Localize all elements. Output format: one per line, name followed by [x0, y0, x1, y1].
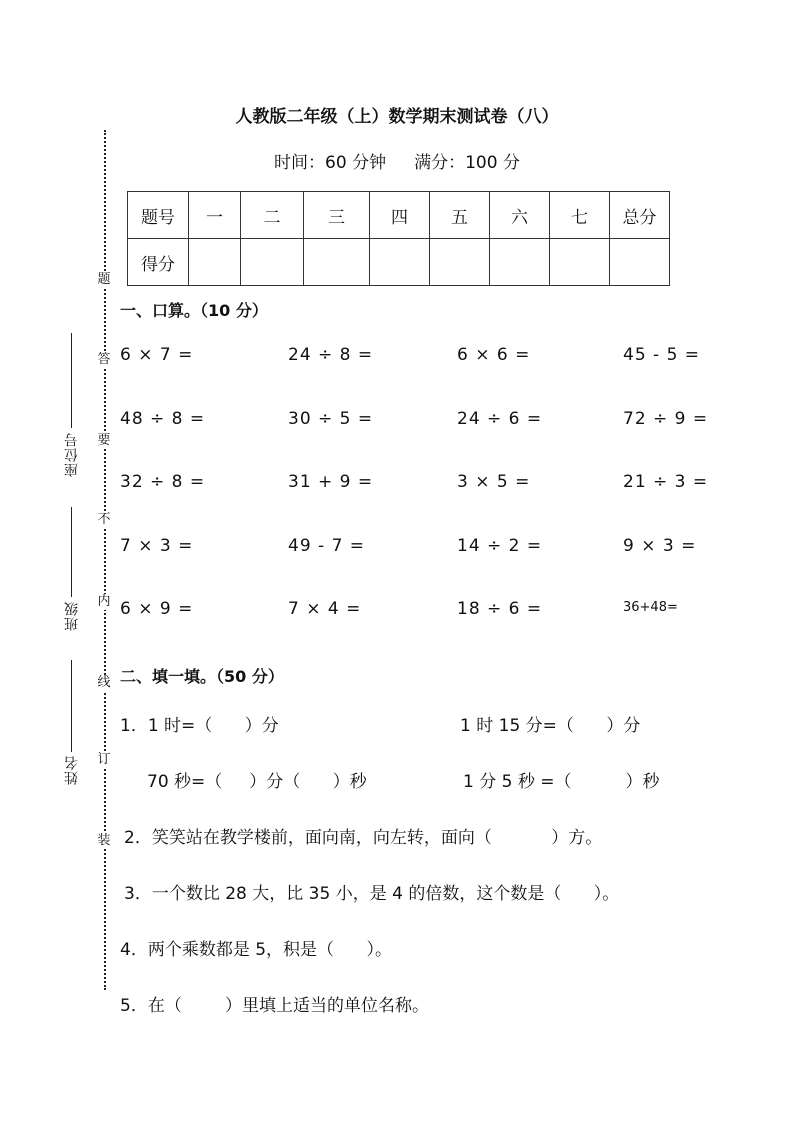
calc-item: 18 ÷ 6 = — [457, 599, 543, 619]
score-table-header: 二 — [241, 192, 304, 239]
binding-char: 要 — [97, 433, 111, 448]
calc-item: 6 × 6 = — [457, 345, 531, 365]
score-table — [127, 191, 670, 286]
score-table-header: 总分 — [610, 192, 670, 239]
calc-item: 30 ÷ 5 = — [288, 409, 374, 429]
score-cell[interactable] — [189, 239, 241, 286]
calc-item: 32 ÷ 8 = — [120, 472, 206, 492]
score-table-header: 题号 — [128, 192, 189, 239]
binding-char: 题 — [97, 272, 111, 287]
exam-full-score: 满分：100 分 — [414, 153, 520, 173]
binding-char: 装 — [97, 833, 111, 848]
score-table-header-row — [128, 192, 670, 239]
score-cell[interactable] — [490, 239, 550, 286]
calc-item: 31 + 9 = — [288, 472, 374, 492]
score-cell[interactable] — [370, 239, 430, 286]
calc-item: 7 × 4 = — [288, 599, 362, 619]
score-cell[interactable] — [241, 239, 304, 286]
binding-dotted-line — [104, 130, 106, 990]
question-5: 5．在（ ）里填上适当的单位名称。 — [120, 996, 430, 1016]
exam-info — [0, 148, 794, 173]
score-cell[interactable] — [550, 239, 610, 286]
exam-time: 时间：60 分钟 — [274, 153, 387, 173]
question-1b: 1 时 15 分=（ ）分 — [460, 716, 641, 736]
calc-item: 6 × 9 = — [120, 599, 194, 619]
binding-char: 订 — [97, 752, 111, 767]
question-3: 3．一个数比 28 大，比 35 小，是 4 的倍数，这个数是（ ）。 — [124, 884, 620, 904]
name-label: 姓名 — [64, 755, 80, 785]
binding-char: 不 — [97, 512, 111, 527]
calc-item: 45 - 5 = — [623, 345, 701, 365]
score-cell[interactable] — [610, 239, 670, 286]
calc-item: 9 × 3 = — [623, 536, 697, 556]
calc-item: 72 ÷ 9 = — [623, 409, 709, 429]
score-table-header: 六 — [490, 192, 550, 239]
calc-item: 21 ÷ 3 = — [623, 472, 709, 492]
calc-item: 49 - 7 = — [288, 536, 366, 556]
score-table-header: 三 — [304, 192, 370, 239]
calc-item: 48 ÷ 8 = — [120, 409, 206, 429]
calc-item: 3 × 5 = — [457, 472, 531, 492]
section1-heading: 一、口算。（10 分） — [120, 301, 268, 320]
binding-char: 线 — [97, 675, 111, 690]
class-line[interactable] — [71, 507, 72, 597]
class-label: 班级 — [64, 601, 80, 631]
binding-char: 答 — [97, 352, 111, 367]
score-table-header: 四 — [370, 192, 430, 239]
score-table-header: 五 — [430, 192, 490, 239]
calc-item: 36+48= — [623, 600, 678, 615]
question-1a: 1．1 时=（ ）分 — [120, 716, 279, 736]
score-table-score-row — [128, 239, 670, 286]
score-cell[interactable] — [430, 239, 490, 286]
question-4: 4．两个乘数都是 5，积是（ ）。 — [120, 940, 392, 960]
calc-item: 6 × 7 = — [120, 345, 194, 365]
score-cell[interactable] — [304, 239, 370, 286]
seat-number-line[interactable] — [71, 333, 72, 428]
question-1d: 1 分 5 秒 =（ ）秒 — [463, 772, 660, 792]
name-line[interactable] — [71, 660, 72, 752]
question-2: 2．笑笑站在教学楼前，面向南，向左转，面向（ ）方。 — [124, 828, 603, 848]
calc-item: 24 ÷ 8 = — [288, 345, 374, 365]
binding-char: 内 — [97, 594, 111, 609]
score-table-header: 一 — [189, 192, 241, 239]
seat-number-label: 座位号 — [64, 432, 80, 477]
calc-item: 14 ÷ 2 = — [457, 536, 543, 556]
score-row-label: 得分 — [128, 239, 189, 286]
calc-item: 7 × 3 = — [120, 536, 194, 556]
score-table-header: 七 — [550, 192, 610, 239]
page-title: 人教版二年级（上）数学期末测试卷（八） — [235, 107, 559, 127]
section2-heading: 二、填一填。（50 分） — [120, 667, 284, 686]
calc-item: 24 ÷ 6 = — [457, 409, 543, 429]
question-1c: 70 秒=（ ）分（ ）秒 — [147, 772, 367, 792]
